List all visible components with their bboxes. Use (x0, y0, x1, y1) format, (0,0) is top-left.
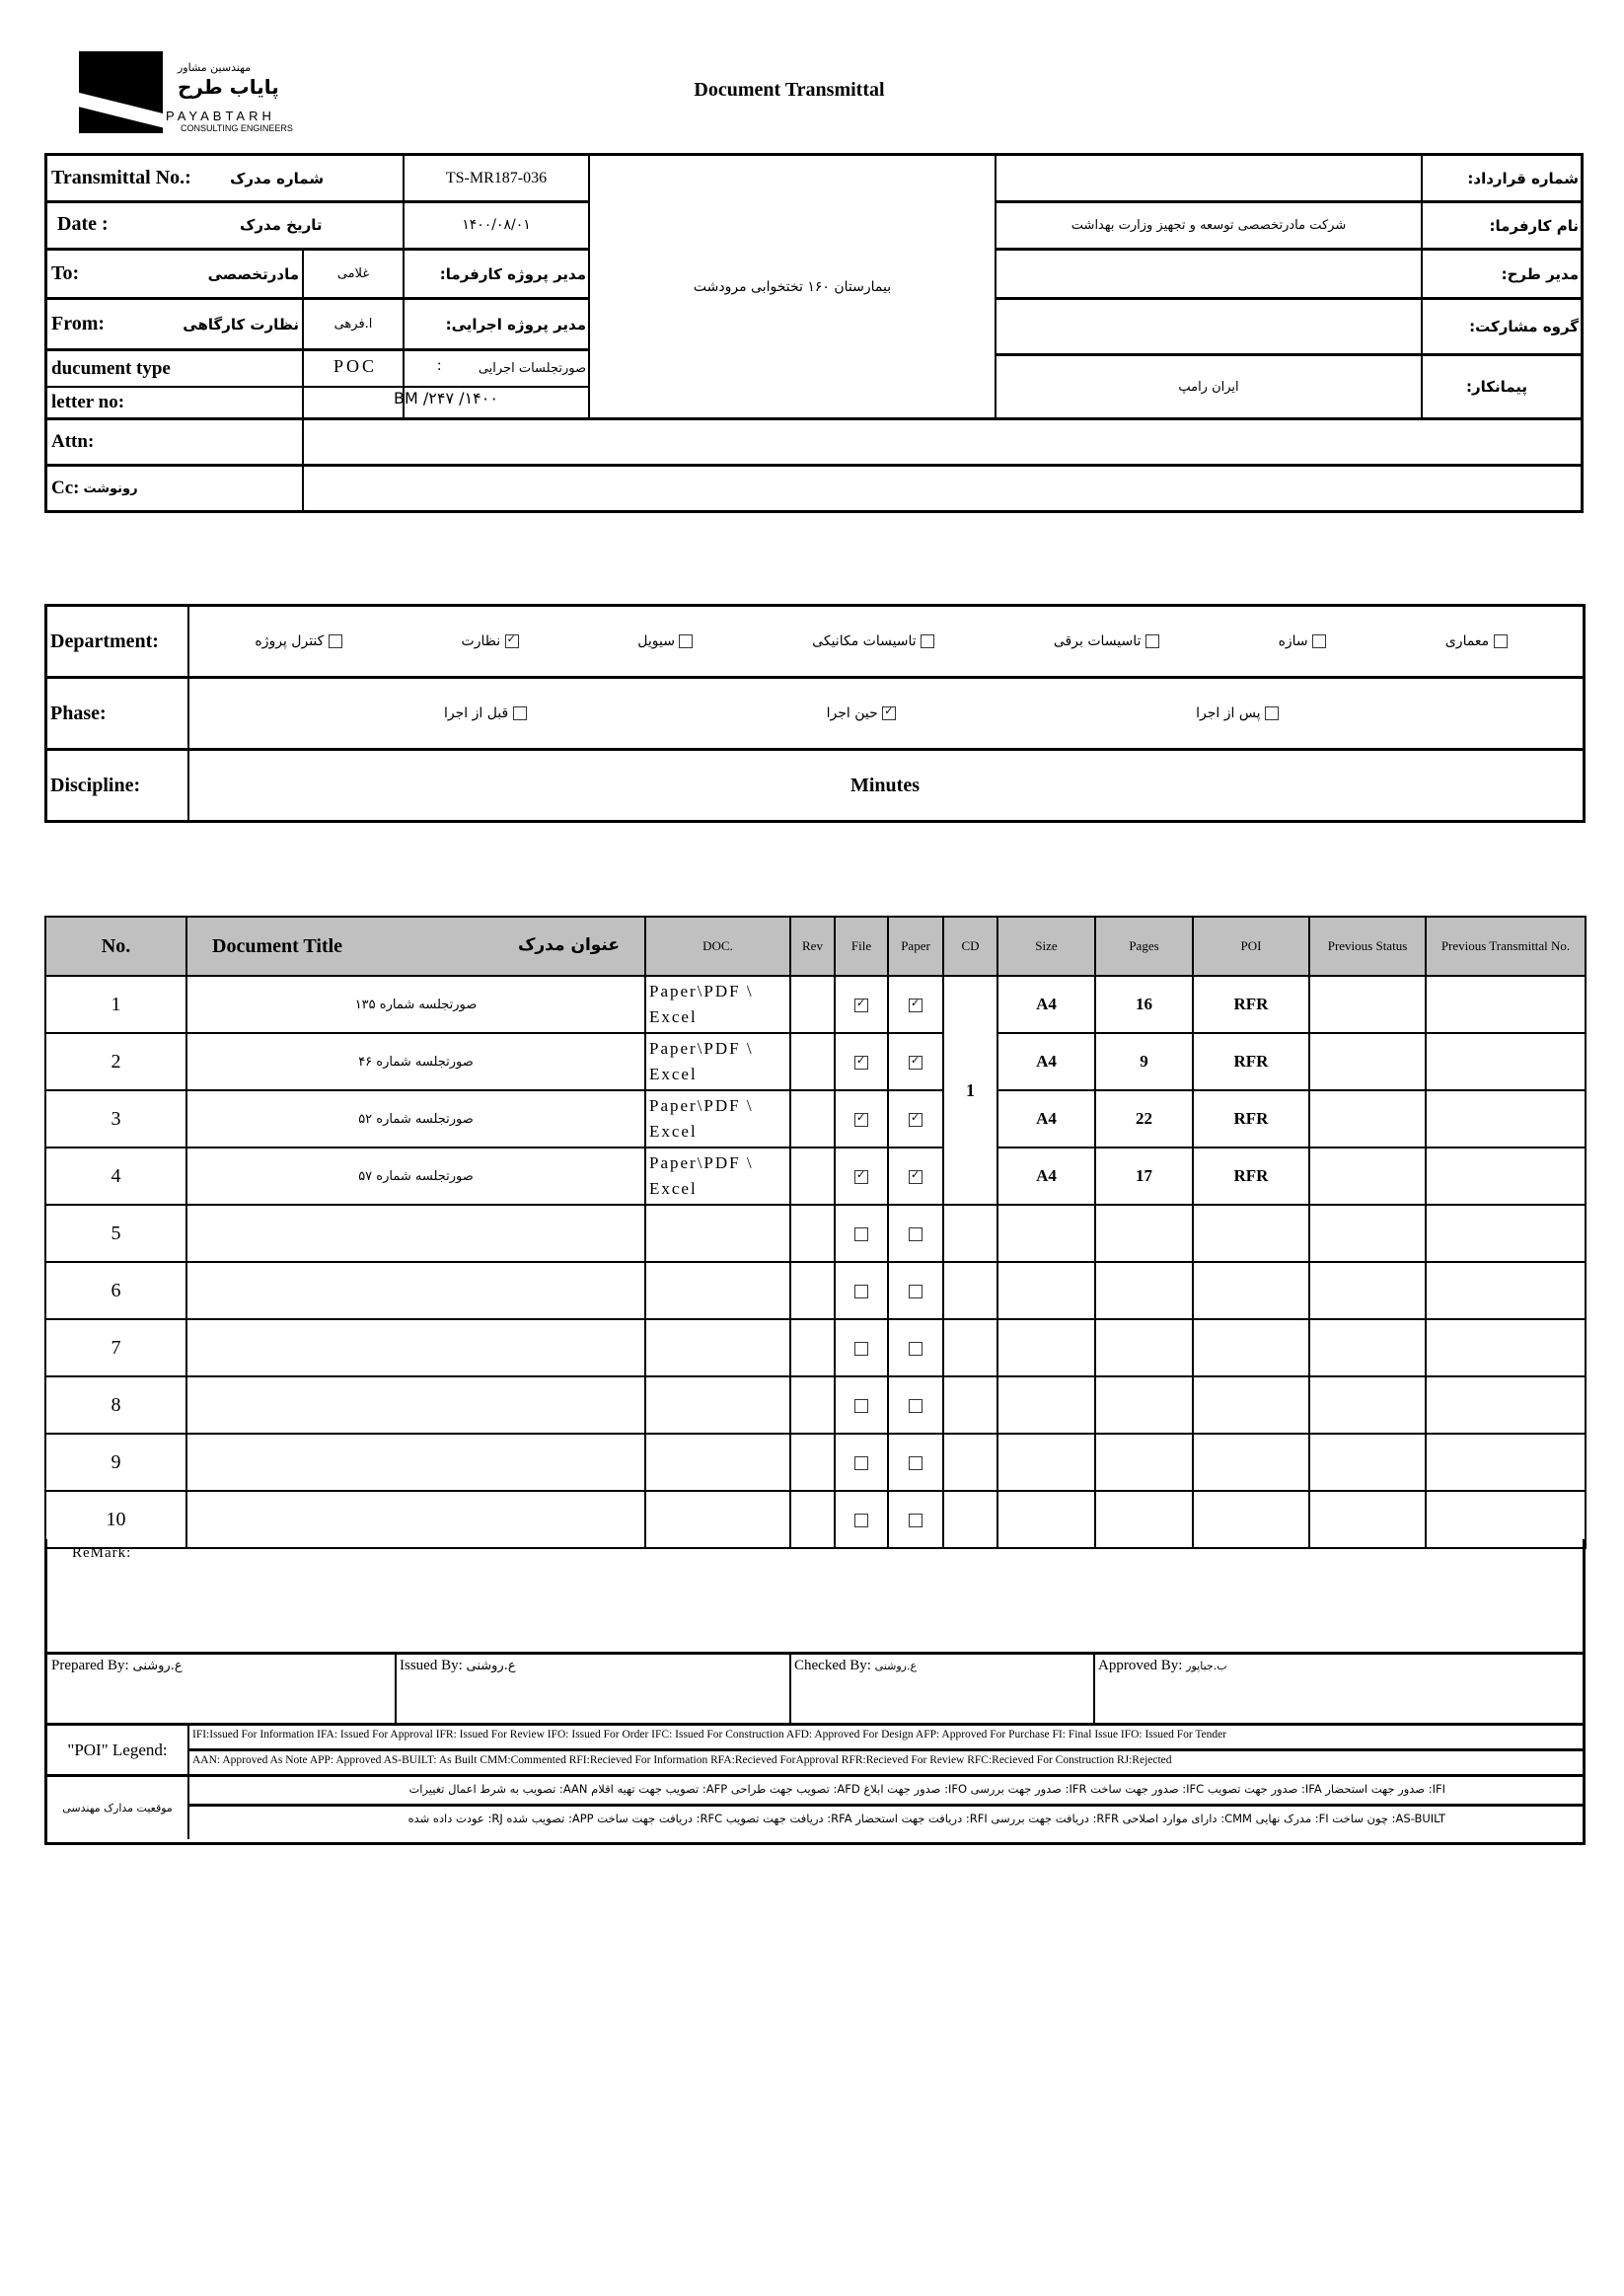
row-prev-transmittal[interactable] (1426, 976, 1586, 1033)
date-label-fa: تاریخ مدرک (240, 215, 323, 234)
department-option-electrical[interactable]: تاسیسات برقی (1054, 633, 1159, 649)
col-doc: DOC. (645, 917, 790, 976)
checkbox-before-execution[interactable] (513, 706, 527, 720)
row-rev[interactable] (790, 1262, 835, 1319)
row-no: 9 (45, 1434, 186, 1491)
checked-by-value: ع.روشنی (874, 1660, 918, 1672)
row-title[interactable] (186, 1434, 645, 1491)
paper-checkbox[interactable] (909, 999, 923, 1012)
row-file-cell (835, 1434, 888, 1491)
department-option-civil[interactable]: سیویل (637, 633, 693, 649)
department-option-project-control[interactable]: کنترل پروژه (255, 633, 341, 649)
checkbox-mechanical[interactable] (921, 634, 934, 648)
row-title[interactable] (186, 1319, 645, 1376)
date-value: ۱۴۰۰/۰۸/۰۱ (462, 216, 531, 233)
cc-value[interactable] (306, 467, 1579, 510)
transmittal-no-label: Transmittal No.: (51, 167, 191, 188)
checkbox-during-execution[interactable] (882, 706, 896, 720)
plan-manager-value (997, 251, 1421, 297)
table-row (45, 1434, 1586, 1491)
row-paper-cell (888, 1090, 943, 1148)
department-option-supervision[interactable]: ✓ نظارت (462, 633, 519, 649)
transmittal-header (44, 153, 1584, 513)
department-option-architecture[interactable]: معماری (1445, 633, 1508, 649)
col-title (186, 917, 645, 976)
checkbox-after-execution[interactable] (1265, 706, 1279, 720)
row-paper-cell (888, 976, 943, 1033)
row-rev[interactable] (790, 1090, 835, 1148)
row-poi: RFR (1193, 1148, 1309, 1205)
row-doc-format[interactable]: Paper\PDF \ Excel (645, 1033, 790, 1090)
row-size (997, 1205, 1095, 1262)
doc-type-sep: : (437, 357, 442, 374)
row-file-cell (835, 1376, 888, 1434)
row-paper-cell (888, 1434, 943, 1491)
department-option-structure[interactable]: سازه (1279, 633, 1327, 649)
row-rev[interactable] (790, 1148, 835, 1205)
row-poi (1193, 1262, 1309, 1319)
prepared-by-value: ع.روشنی (132, 1659, 183, 1673)
from-label: From: (51, 313, 106, 334)
row-doc-format[interactable] (645, 1205, 790, 1262)
row-prev-transmittal[interactable] (1426, 1033, 1586, 1090)
row-doc-format[interactable]: Paper\PDF \ Excel (645, 976, 790, 1033)
col-title-fa: عنوان مدرک (517, 934, 620, 955)
doc-type-label: ducument type (51, 357, 171, 379)
partnership-value (997, 300, 1421, 353)
row-paper-cell (888, 1319, 943, 1376)
row-rev[interactable] (790, 1205, 835, 1262)
table-row (45, 1033, 1586, 1090)
row-no: 1 (45, 976, 186, 1033)
col-no: No. (45, 917, 186, 976)
row-poi (1193, 1205, 1309, 1262)
row-prev-status[interactable] (1309, 1434, 1426, 1491)
to-role: مدیر پروژه کارفرما: (439, 264, 586, 283)
row-pages (1095, 1262, 1193, 1319)
row-pages: 9 (1095, 1033, 1193, 1090)
from-value: نظارت کارگاهی (183, 315, 299, 333)
row-poi (1193, 1319, 1309, 1376)
client-label: نام کارفرما: (1489, 216, 1579, 235)
date-label: Date : (57, 213, 109, 235)
table-row (45, 1319, 1586, 1376)
row-prev-transmittal[interactable] (1426, 1205, 1586, 1262)
row-doc-format[interactable]: Paper\PDF \ Excel (645, 1148, 790, 1205)
table-row (45, 1090, 1586, 1148)
phase-option-during[interactable]: ✓ حین اجرا (827, 705, 897, 721)
file-checkbox[interactable] (854, 1113, 868, 1127)
row-size (997, 1376, 1095, 1434)
row-poi (1193, 1376, 1309, 1434)
col-prev-transmittal: Previous Transmittal No. (1426, 917, 1586, 976)
row-no: 4 (45, 1148, 186, 1205)
row-cd (943, 1434, 997, 1491)
file-checkbox[interactable] (854, 1342, 868, 1356)
row-title[interactable]: صورتجلسه شماره ۵۷ (186, 1148, 645, 1205)
project-name: بیمارستان ۱۶۰ تختخوابی مرودشت (693, 278, 892, 295)
table-row (45, 1148, 1586, 1205)
col-cd: CD (943, 917, 997, 976)
row-rev[interactable] (790, 1434, 835, 1491)
row-doc-format[interactable] (645, 1434, 790, 1491)
row-prev-status[interactable] (1309, 1262, 1426, 1319)
row-prev-status[interactable] (1309, 1205, 1426, 1262)
paper-checkbox[interactable] (909, 1285, 923, 1298)
row-file-cell (835, 1262, 888, 1319)
row-poi: RFR (1193, 976, 1309, 1033)
row-prev-transmittal[interactable] (1426, 1376, 1586, 1434)
row-doc-format[interactable]: Paper\PDF \ Excel (645, 1090, 790, 1148)
row-file-cell (835, 1090, 888, 1148)
to-label: To: (51, 262, 80, 284)
paper-checkbox[interactable] (909, 1170, 923, 1184)
row-paper-cell (888, 1376, 943, 1434)
transmittal-no-label-fa: شماره مدرک (230, 169, 325, 187)
paper-checkbox[interactable] (909, 1456, 923, 1470)
approved-by-value: ب.جباپور (1186, 1660, 1227, 1672)
prepared-by: Prepared By: ع.روشنی (51, 1658, 183, 1673)
row-prev-status[interactable] (1309, 1148, 1426, 1205)
checkbox-architecture[interactable] (1494, 634, 1508, 648)
checkbox-electrical[interactable] (1145, 634, 1159, 648)
row-pages (1095, 1434, 1193, 1491)
paper-checkbox[interactable] (909, 1056, 923, 1070)
row-pages (1095, 1376, 1193, 1434)
row-size (997, 1319, 1095, 1376)
row-file-cell (835, 976, 888, 1033)
file-checkbox[interactable] (854, 1399, 868, 1413)
row-no: 8 (45, 1376, 186, 1434)
footer-block (44, 1539, 1586, 1845)
row-pages: 22 (1095, 1090, 1193, 1148)
doc-type-code: POC (333, 355, 378, 376)
logo-persian-name: پایاب طرح (178, 75, 279, 99)
row-file-cell (835, 1148, 888, 1205)
row-doc-format[interactable] (645, 1262, 790, 1319)
cc-label-group (51, 467, 138, 510)
row-doc-format[interactable] (645, 1376, 790, 1434)
row-title[interactable] (186, 1262, 645, 1319)
attn-label: Attn: (51, 431, 95, 452)
discipline-label: Discipline: (50, 774, 141, 796)
row-cd: 1 (943, 976, 997, 1205)
row-title[interactable]: صورتجلسه شماره ۱۳۵ (186, 976, 645, 1033)
to-person: غلامی (336, 266, 370, 281)
row-rev[interactable] (790, 1033, 835, 1090)
issued-by: Issued By: ع.روشنی (400, 1658, 516, 1673)
row-paper-cell (888, 1148, 943, 1205)
col-file: File (835, 917, 888, 976)
col-title-en: Document Title (212, 934, 343, 957)
row-cd (943, 1319, 997, 1376)
checked-by: Checked By: ع.روشنی (794, 1658, 918, 1673)
page-title: Document Transmittal (694, 79, 885, 101)
row-rev[interactable] (790, 1376, 835, 1434)
fa-legend-line-2: AS-BUILT: چون ساخت FI: مدرک نهایی CMM: دارای موارد اصلاحی RFR: دریافت جهت بررسی RFI: دریافت جهت استحضار RFA: دریافت جهت تصویب RFC: دریافت جهت ساخت APP: تصویب شده RJ: عودت داده شده (407, 1812, 1445, 1825)
col-paper: Paper (888, 917, 943, 976)
logo-english-subtitle: CONSULTING ENGINEERS (181, 123, 293, 133)
row-title[interactable] (186, 1205, 645, 1262)
phase-option-after[interactable]: پس از اجرا (1196, 705, 1279, 721)
letter-no-label: letter no: (51, 392, 125, 412)
row-paper-cell (888, 1033, 943, 1090)
row-no: 2 (45, 1033, 186, 1090)
row-prev-transmittal[interactable] (1426, 1090, 1586, 1148)
checkbox-civil[interactable] (679, 634, 693, 648)
phase-label: Phase: (50, 702, 107, 724)
file-checkbox[interactable] (854, 1456, 868, 1470)
file-checkbox[interactable] (854, 1170, 868, 1184)
paper-checkbox[interactable] (909, 1399, 923, 1413)
checkbox-structure[interactable] (1312, 634, 1326, 648)
file-checkbox[interactable] (854, 1056, 868, 1070)
to-value: مادرتخصصی (207, 264, 299, 283)
table-row (45, 1376, 1586, 1434)
remark-label: ReMark: (72, 1545, 132, 1561)
cc-label-fa: رونوشت (83, 481, 138, 496)
row-prev-status[interactable] (1309, 976, 1426, 1033)
row-rev[interactable] (790, 1319, 835, 1376)
row-no: 6 (45, 1262, 186, 1319)
row-cd (943, 1262, 997, 1319)
transmittal-no-value: TS-MR187-036 (445, 169, 548, 186)
cc-label: Cc: (51, 478, 80, 498)
table-row (45, 1205, 1586, 1262)
approved-by: Approved By: ب.جباپور (1098, 1658, 1227, 1673)
row-no: 5 (45, 1205, 186, 1262)
checkbox-project-control[interactable] (329, 634, 342, 648)
row-prev-transmittal[interactable] (1426, 1319, 1586, 1376)
issued-by-value: ع.روشنی (466, 1659, 516, 1673)
from-person: ا.فرهی (333, 317, 373, 332)
table-row (45, 1262, 1586, 1319)
paper-checkbox[interactable] (909, 1113, 923, 1127)
letter-no-value: BM /۲۴۷ /۱۴۰۰ (394, 388, 498, 407)
department-option-mechanical[interactable]: تاسیسات مکانیکی (812, 633, 934, 649)
row-file-cell (835, 1319, 888, 1376)
contractor-label: پیمانکار: (1465, 378, 1528, 396)
row-rev[interactable] (790, 976, 835, 1033)
row-cd (943, 1205, 997, 1262)
contract-no-value (997, 156, 1421, 200)
phase-options (294, 679, 1429, 748)
row-size (997, 1434, 1095, 1491)
col-size: Size (997, 917, 1095, 976)
discipline-value: Minutes (850, 774, 920, 796)
col-prev-status: Previous Status (1309, 917, 1426, 976)
department-options (195, 607, 1567, 676)
row-prev-transmittal[interactable] (1426, 1262, 1586, 1319)
row-size (997, 1262, 1095, 1319)
file-checkbox[interactable] (854, 1514, 868, 1527)
row-doc-format[interactable] (645, 1319, 790, 1376)
row-paper-cell (888, 1262, 943, 1319)
row-file-cell (835, 1205, 888, 1262)
row-poi (1193, 1434, 1309, 1491)
row-title[interactable]: صورتجلسه شماره ۵۲ (186, 1090, 645, 1148)
row-no: 10 (45, 1491, 186, 1548)
checkbox-supervision[interactable] (505, 634, 519, 648)
row-prev-status[interactable] (1309, 1376, 1426, 1434)
attn-value[interactable] (306, 420, 1579, 464)
poi-legend-label: "POI" Legend: (67, 1741, 168, 1759)
paper-checkbox[interactable] (909, 1227, 923, 1241)
table-row (45, 976, 1586, 1033)
plan-manager-label: مدیر طرح: (1501, 264, 1579, 283)
row-title[interactable]: صورتجلسه شماره ۴۶ (186, 1033, 645, 1090)
col-pages: Pages (1095, 917, 1193, 976)
doc-type-value: صورتجلسات اجرایی (478, 361, 586, 376)
contract-no-label: شماره قرارداد: (1467, 169, 1579, 187)
phase-option-before[interactable]: قبل از اجرا (444, 705, 527, 721)
table-header-row (45, 917, 1586, 976)
row-pages (1095, 1205, 1193, 1262)
row-pages (1095, 1319, 1193, 1376)
row-title[interactable] (186, 1376, 645, 1434)
file-checkbox[interactable] (854, 1285, 868, 1298)
fa-legend-line-1: IFI: صدور جهت استحضار IFA: صدور جهت تصویب IFC: صدور جهت ساخت IFR: صدور جهت بررسی IFO: صدور جهت ابلاغ AFD: تصویب جهت طراحی AFP: تصویب جهت تهیه اقلام AAN: تصویب به شرط اعمال تغییرات (408, 1782, 1445, 1796)
row-prev-status[interactable] (1309, 1319, 1426, 1376)
department-label: Department: (50, 630, 159, 652)
file-checkbox[interactable] (854, 999, 868, 1012)
paper-checkbox[interactable] (909, 1342, 923, 1356)
partnership-label: گروه مشارکت: (1469, 318, 1579, 335)
contractor-value: ایران رامپ (1178, 379, 1239, 395)
row-cd (943, 1376, 997, 1434)
documents-table (44, 916, 1587, 1549)
row-paper-cell (888, 1205, 943, 1262)
logo-persian-subtitle: مهندسین مشاور (178, 61, 252, 74)
client-value: شرکت مادرتخصصی توسعه و تجهیز وزارت بهداشت (1070, 218, 1347, 233)
row-pages: 16 (1095, 976, 1193, 1033)
classification-block (44, 604, 1586, 823)
row-size: A4 (997, 1148, 1095, 1205)
paper-checkbox[interactable] (909, 1514, 923, 1527)
row-poi: RFR (1193, 1090, 1309, 1148)
row-prev-transmittal[interactable] (1426, 1148, 1586, 1205)
row-pages: 17 (1095, 1148, 1193, 1205)
file-checkbox[interactable] (854, 1227, 868, 1241)
row-size: A4 (997, 1033, 1095, 1090)
row-prev-status[interactable] (1309, 1090, 1426, 1148)
row-size: A4 (997, 976, 1095, 1033)
logo-english-name: PAYABTARH (166, 109, 275, 123)
poi-legend-line-2: AAN: Approved As Note APP: Approved AS-BUILT: As Built CMM:Commented RFI:Recieved For Information RFA:Recieved ForApproval RFR:Recieved For Review RFC:Recieved For Construction RJ:Rejected (192, 1754, 1172, 1766)
row-no: 3 (45, 1090, 186, 1148)
row-file-cell (835, 1033, 888, 1090)
row-prev-transmittal[interactable] (1426, 1434, 1586, 1491)
from-role: مدیر پروژه اجرایی: (445, 315, 586, 333)
col-poi: POI (1193, 917, 1309, 976)
row-no: 7 (45, 1319, 186, 1376)
row-poi: RFR (1193, 1033, 1309, 1090)
poi-legend-line-1: IFI:Issued For Information IFA: Issued For Approval IFR: Issued For Review IFO: Issued For Order IFC: Issued For Construction AFD: Approved For Design AFP: Approved For Purchase FI: Final Issue IFO: Issued For Tender (192, 1729, 1227, 1741)
company-logo (79, 51, 163, 133)
col-rev: Rev (790, 917, 835, 976)
fa-legend-label: موقعیت مدارک مهندسی (62, 1802, 173, 1815)
row-prev-status[interactable] (1309, 1033, 1426, 1090)
row-size: A4 (997, 1090, 1095, 1148)
remark-field[interactable] (47, 1567, 1583, 1652)
